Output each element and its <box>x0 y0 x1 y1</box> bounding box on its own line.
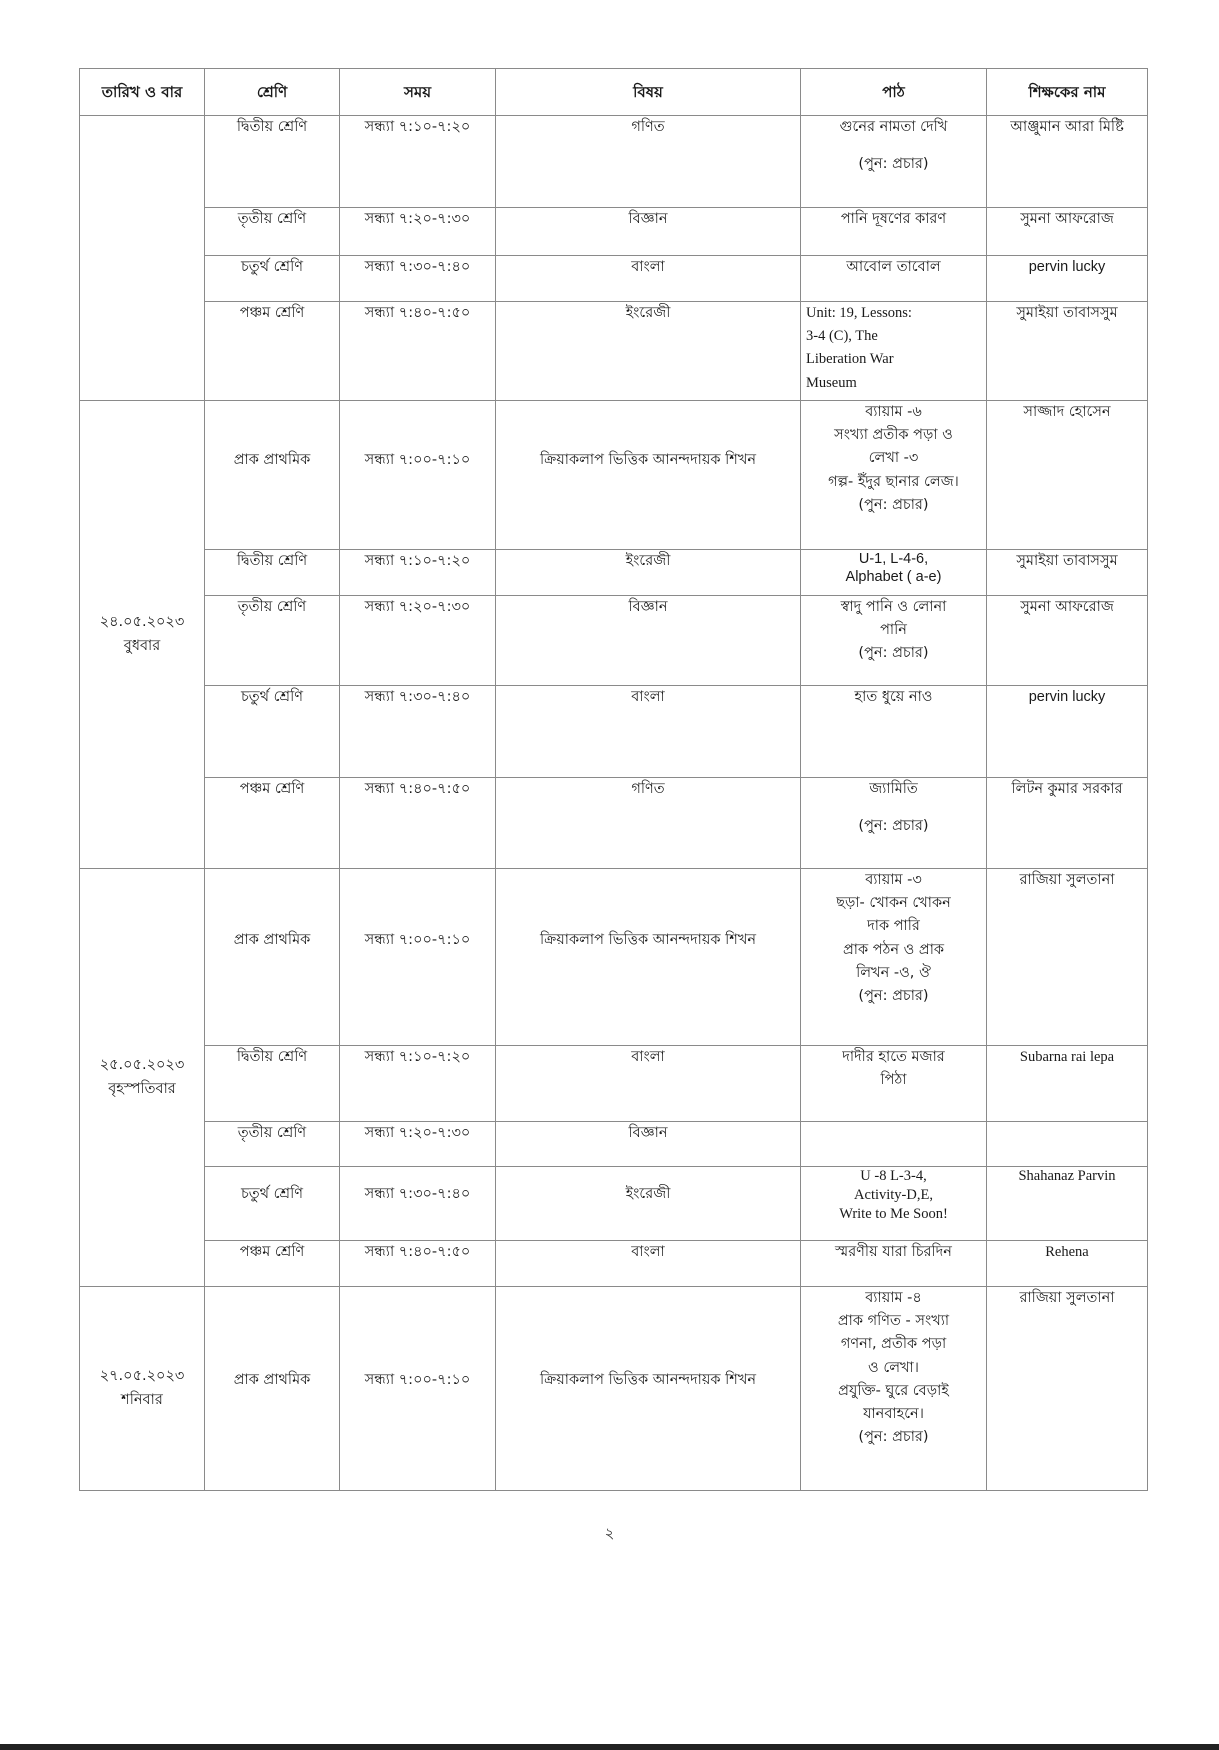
lesson-line: 3-4 (C), The <box>806 328 878 345</box>
date-cell <box>80 869 205 1287</box>
lesson-line: Write to Me Soon! <box>839 1205 948 1222</box>
lesson-cell <box>801 1122 987 1167</box>
lesson-line: পানি <box>880 622 907 639</box>
lesson-cell <box>801 596 987 686</box>
page-number: ২ <box>604 1524 615 1542</box>
header-date: তারিখ ও বার <box>80 69 205 116</box>
lesson-cell <box>801 1046 987 1122</box>
subject-cell: বিজ্ঞান <box>496 1122 801 1167</box>
class-cell: দ্বিতীয় শ্রেণি <box>205 116 340 208</box>
lesson-line: ছড়া- খোকন খোকন <box>836 895 951 912</box>
subject-cell: বাংলা <box>496 1241 801 1287</box>
lesson-line: জ্যামিতি <box>869 781 918 797</box>
class-cell: তৃতীয় শ্রেণি <box>205 596 340 686</box>
lesson-cell <box>801 1287 987 1491</box>
lesson-line: Alphabet ( a-e) <box>845 569 942 586</box>
time-cell: সন্ধ্যা ৭:৩০-৭:৪০ <box>340 1167 496 1241</box>
table-row <box>80 256 1148 302</box>
subject-cell: গণিত <box>496 778 801 869</box>
time-cell: সন্ধ্যা ৭:১০-৭:২০ <box>340 1046 496 1122</box>
teacher-cell: লিটন কুমার সরকার <box>987 778 1148 869</box>
subject-cell: ইংরেজী <box>496 302 801 401</box>
lesson-line: গল্প- ইঁদুর ছানার লেজ। <box>828 473 959 490</box>
lesson-cell <box>801 208 987 256</box>
lesson-line: প্রাক গণিত - সংখ্যা <box>837 1313 950 1330</box>
date-text: ২৫.০৫.২০২৩ <box>99 1057 185 1074</box>
date-cell <box>80 1287 205 1491</box>
date-text: ২৭.০৫.২০২৩ <box>99 1368 185 1385</box>
teacher-cell: pervin lucky <box>987 256 1148 302</box>
class-cell: প্রাক প্রাথমিক <box>205 869 340 1046</box>
lesson-line: U-1, L-4-6, <box>858 551 929 567</box>
weekday-text: শনিবার <box>121 1391 163 1408</box>
lesson-line: (পুন: প্রচার) <box>858 156 929 173</box>
lesson-cell <box>801 1241 987 1287</box>
table-row <box>80 869 1148 1046</box>
class-cell: দ্বিতীয় শ্রেণি <box>205 1046 340 1122</box>
class-cell: তৃতীয় শ্রেণি <box>205 1122 340 1167</box>
weekday-text: বৃহস্পতিবার <box>108 1080 176 1097</box>
teacher-cell: Subarna rai lepa <box>987 1046 1148 1122</box>
table-row <box>80 116 1148 208</box>
header-class: শ্রেণি <box>205 69 340 116</box>
time-cell: সন্ধ্যা ৭:০০-৭:১০ <box>340 401 496 550</box>
table-row <box>80 1167 1148 1241</box>
time-cell: সন্ধ্যা ৭:৩০-৭:৪০ <box>340 686 496 778</box>
date-text: ২৪.০৫.২০২৩ <box>99 614 185 631</box>
table-row <box>80 1287 1148 1491</box>
class-cell: চতুর্থ শ্রেণি <box>205 1167 340 1241</box>
lesson-line: দাক পারি <box>867 918 920 935</box>
lesson-line: আবোল তাবোল <box>846 259 941 275</box>
class-cell: প্রাক প্রাথমিক <box>205 1287 340 1491</box>
table-row <box>80 401 1148 550</box>
time-cell: সন্ধ্যা ৭:৪০-৭:৫০ <box>340 778 496 869</box>
subject-cell: ক্রিয়াকলাপ ভিত্তিক আনন্দদায়ক শিখন <box>496 1287 801 1491</box>
subject-cell: বাংলা <box>496 686 801 778</box>
lesson-cell <box>801 778 987 869</box>
table-row <box>80 778 1148 869</box>
time-cell: সন্ধ্যা ৭:২০-৭:৩০ <box>340 208 496 256</box>
lesson-cell <box>801 686 987 778</box>
teacher-cell: সুমাইয়া তাবাসসুম <box>987 302 1148 401</box>
class-cell: চতুর্থ শ্রেণি <box>205 256 340 302</box>
subject-cell: বাংলা <box>496 256 801 302</box>
table-row <box>80 596 1148 686</box>
table-row <box>80 1122 1148 1167</box>
lesson-line: সংখ্যা প্রতীক পড়া ও <box>834 427 953 444</box>
header-time: সময় <box>340 69 496 116</box>
lesson-cell <box>801 302 987 401</box>
date-cell <box>80 401 205 869</box>
table-row <box>80 1241 1148 1287</box>
teacher-cell <box>987 1122 1148 1167</box>
lesson-line: Museum <box>806 374 857 391</box>
subject-cell: বিজ্ঞান <box>496 596 801 686</box>
table-row <box>80 550 1148 596</box>
time-cell: সন্ধ্যা ৭:২০-৭:৩০ <box>340 1122 496 1167</box>
header-subject: বিষয় <box>496 69 801 116</box>
lesson-cell <box>801 116 987 208</box>
class-cell: পঞ্চম শ্রেণি <box>205 302 340 401</box>
subject-cell: বাংলা <box>496 1046 801 1122</box>
time-cell: সন্ধ্যা ৭:৩০-৭:৪০ <box>340 256 496 302</box>
lesson-line: পানি দূষণের কারণ <box>840 211 947 227</box>
weekday-text: বুধবার <box>123 637 161 654</box>
class-cell: প্রাক প্রাথমিক <box>205 401 340 550</box>
teacher-cell: pervin lucky <box>987 686 1148 778</box>
lesson-line: প্রাক পঠন ও প্রাক <box>842 941 945 958</box>
lesson-line: স্মরণীয় যারা চিরদিন <box>835 1244 952 1260</box>
scan-edge <box>0 1744 1219 1750</box>
time-cell: সন্ধ্যা ৭:২০-৭:৩০ <box>340 596 496 686</box>
subject-cell: বিজ্ঞান <box>496 208 801 256</box>
teacher-cell: Rehena <box>987 1241 1148 1287</box>
lesson-line: যানবাহনে। <box>863 1405 924 1422</box>
lesson-line: (পুন: প্রচার) <box>858 1429 929 1446</box>
teacher-cell: সাজ্জাদ হোসেন <box>987 401 1148 550</box>
table-row <box>80 302 1148 401</box>
lesson-line: ব্যায়াম -৩ <box>865 872 922 888</box>
date-cell <box>80 116 205 401</box>
lesson-line: U -8 L-3-4, <box>860 1168 927 1184</box>
time-cell: সন্ধ্যা ৭:১০-৭:২০ <box>340 116 496 208</box>
lesson-cell <box>801 1167 987 1241</box>
lesson-line: গণনা, প্রতীক পড়া <box>840 1336 947 1353</box>
lesson-line: (পুন: প্রচার) <box>858 496 929 513</box>
lesson-line: (পুন: প্রচার) <box>858 818 929 835</box>
time-cell: সন্ধ্যা ৭:০০-৭:১০ <box>340 869 496 1046</box>
lesson-line: স্বাদু পানি ও লোনা <box>840 599 947 615</box>
teacher-cell: আঞ্জুমান আরা মিষ্টি <box>987 116 1148 208</box>
class-cell: দ্বিতীয় শ্রেণি <box>205 550 340 596</box>
lesson-line: গুনের নামতা দেখি <box>839 119 948 135</box>
header-lesson: পাঠ <box>801 69 987 116</box>
lesson-line: (পুন: প্রচার) <box>858 645 929 662</box>
class-cell: পঞ্চম শ্রেণি <box>205 778 340 869</box>
lesson-line: ও লেখা। <box>868 1359 919 1376</box>
table-row <box>80 208 1148 256</box>
lesson-line: লিখন -ও, ঔ <box>856 964 931 981</box>
teacher-cell: রাজিয়া সুলতানা <box>987 869 1148 1046</box>
subject-cell: গণিত <box>496 116 801 208</box>
teacher-cell: সুমনা আফরোজ <box>987 596 1148 686</box>
subject-cell: ইংরেজী <box>496 1167 801 1241</box>
time-cell: সন্ধ্যা ৭:১০-৭:২০ <box>340 550 496 596</box>
lesson-line: লেখা -৩ <box>868 450 919 467</box>
lesson-cell <box>801 256 987 302</box>
lesson-line: দাদীর হাতে মজার <box>842 1049 945 1065</box>
class-cell: চতুর্থ শ্রেণি <box>205 686 340 778</box>
lesson-line: ব্যায়াম -৬ <box>865 404 922 420</box>
lesson-line: Liberation War <box>806 351 894 368</box>
teacher-cell: রাজিয়া সুলতানা <box>987 1287 1148 1491</box>
lesson-line: প্রযুক্তি- ঘুরে বেড়াই <box>838 1382 949 1399</box>
lesson-cell <box>801 869 987 1046</box>
class-cell: পঞ্চম শ্রেণি <box>205 1241 340 1287</box>
lesson-line: (পুন: প্রচার) <box>858 987 929 1004</box>
lesson-cell <box>801 401 987 550</box>
table-row <box>80 1046 1148 1122</box>
time-cell: সন্ধ্যা ৭:৪০-৭:৫০ <box>340 302 496 401</box>
teacher-cell: সুমনা আফরোজ <box>987 208 1148 256</box>
teacher-cell: Shahanaz Parvin <box>987 1167 1148 1241</box>
time-cell: সন্ধ্যা ৭:০০-৭:১০ <box>340 1287 496 1491</box>
table-row <box>80 686 1148 778</box>
subject-cell: ক্রিয়াকলাপ ভিত্তিক আনন্দদায়ক শিখন <box>496 401 801 550</box>
subject-cell: ইংরেজী <box>496 550 801 596</box>
class-schedule-table <box>79 68 1148 1491</box>
time-cell: সন্ধ্যা ৭:৪০-৭:৫০ <box>340 1241 496 1287</box>
teacher-cell: সুমাইয়া তাবাসসুম <box>987 550 1148 596</box>
lesson-line: Unit: 19, Lessons: <box>806 305 912 321</box>
header-teacher: শিক্ষকের নাম <box>987 69 1148 116</box>
class-cell: তৃতীয় শ্রেণি <box>205 208 340 256</box>
header-row <box>80 69 1148 116</box>
subject-cell: ক্রিয়াকলাপ ভিত্তিক আনন্দদায়ক শিখন <box>496 869 801 1046</box>
lesson-line: পিঠা <box>880 1072 907 1089</box>
lesson-line: হাত ধুয়ে নাও <box>854 689 933 705</box>
lesson-line: Activity-D,E, <box>854 1186 933 1203</box>
lesson-cell <box>801 550 987 596</box>
lesson-line: ব্যায়াম -৪ <box>865 1290 922 1306</box>
